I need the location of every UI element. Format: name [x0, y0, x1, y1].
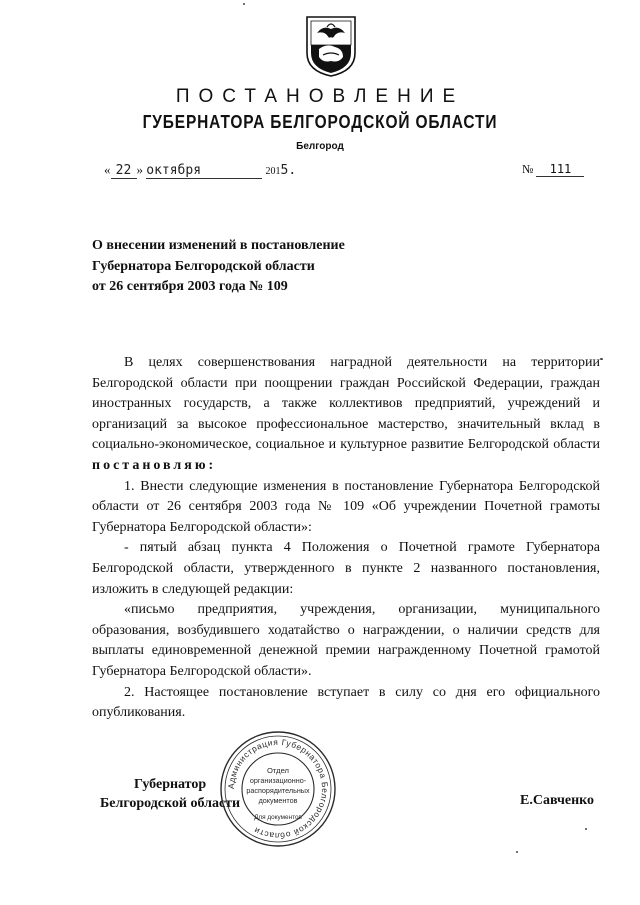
- issuer-heading: ГУБЕРНАТОРА БЕЛГОРОДСКОЙ ОБЛАСТИ: [142, 112, 498, 132]
- document-title-line: от 26 сентября 2003 года № 109: [92, 279, 288, 294]
- date-year-suffix: 5.: [280, 163, 297, 178]
- document-title-line: Губернатора Белгородской области: [92, 258, 315, 274]
- number-label: №: [522, 162, 534, 176]
- belgorod-coat-of-arms-icon: [303, 13, 359, 79]
- date-close-quote: »: [136, 162, 143, 177]
- document-title: [92, 236, 345, 298]
- seal-center-line: Отдел: [267, 766, 289, 775]
- date-day: 22: [111, 163, 137, 179]
- signatory-position-line: Губернатор: [133, 777, 207, 792]
- decree-word: постановляю:: [92, 457, 217, 473]
- date-open-quote: «: [104, 162, 111, 177]
- scan-speck: [585, 828, 587, 830]
- seal-bottom-text: Для документов: [254, 814, 302, 821]
- preamble-text: В целях совершенствования наградной деятельности на территории Белгородской области при поощрении граждан Российской Федерации, граждан иностранных государств, а также коллективов предприятий, учреждений и организаций за высокое профессиональное мастерство, значительный вклад в социально-экономическое, социальное и культурное развитие Белгородской области: [92, 355, 600, 453]
- scan-speck: [516, 851, 518, 853]
- signatory-name: Е.Савченко: [520, 793, 595, 808]
- city-label: Белгород: [296, 141, 344, 152]
- seal-center-line: распорядительных: [246, 786, 310, 795]
- seal-center-line: документов: [258, 796, 298, 805]
- official-seal: [218, 728, 338, 850]
- number-value: 111: [536, 162, 584, 177]
- item-1-paragraph: 1. Внести следующие изменения в постановление Губернатора Белгородской области от 26 сентября 2003 года № 109 «Об учреждении Почетной грамоты Губернатора Белгородской области»:: [92, 478, 600, 535]
- dash-item-paragraph: - пятый абзац пункта 4 Положения о Почетной грамоте Губернатора Белгородской области, утвержденного в пункте 2 названного постановления, изложить в следующей редакции:: [92, 540, 600, 597]
- scan-speck: [600, 358, 603, 360]
- date-month: октября: [146, 163, 262, 179]
- seal-rim-text: Администрация Губернатора Белгородской области: [225, 736, 331, 842]
- scan-speck: [243, 3, 245, 5]
- seal-center-line: организационно-: [249, 776, 307, 785]
- document-title-line: О внесении изменений в постановление: [92, 238, 345, 253]
- signatory-position-line: Белгородской области: [100, 796, 241, 811]
- document-number: [522, 162, 584, 177]
- date-year-prefix: 201: [265, 166, 281, 177]
- quoted-wording-paragraph: «письмо предприятия, учреждения, организации, муниципального образования, возбудившего ходатайство о награждении, о наличии средств для выплаты единовременной денежной премии награжденному Почетной грамотой Губернатора Белгородской области».: [92, 602, 600, 679]
- document-date: [104, 162, 296, 179]
- document-body: [92, 353, 600, 724]
- preamble-paragraph: [92, 353, 600, 477]
- item-2-paragraph: 2. Настоящее постановление вступает в силу со дня его официального опубликования.: [92, 684, 600, 721]
- document-type-heading: ПОСТАНОВЛЕНИЕ: [175, 86, 465, 107]
